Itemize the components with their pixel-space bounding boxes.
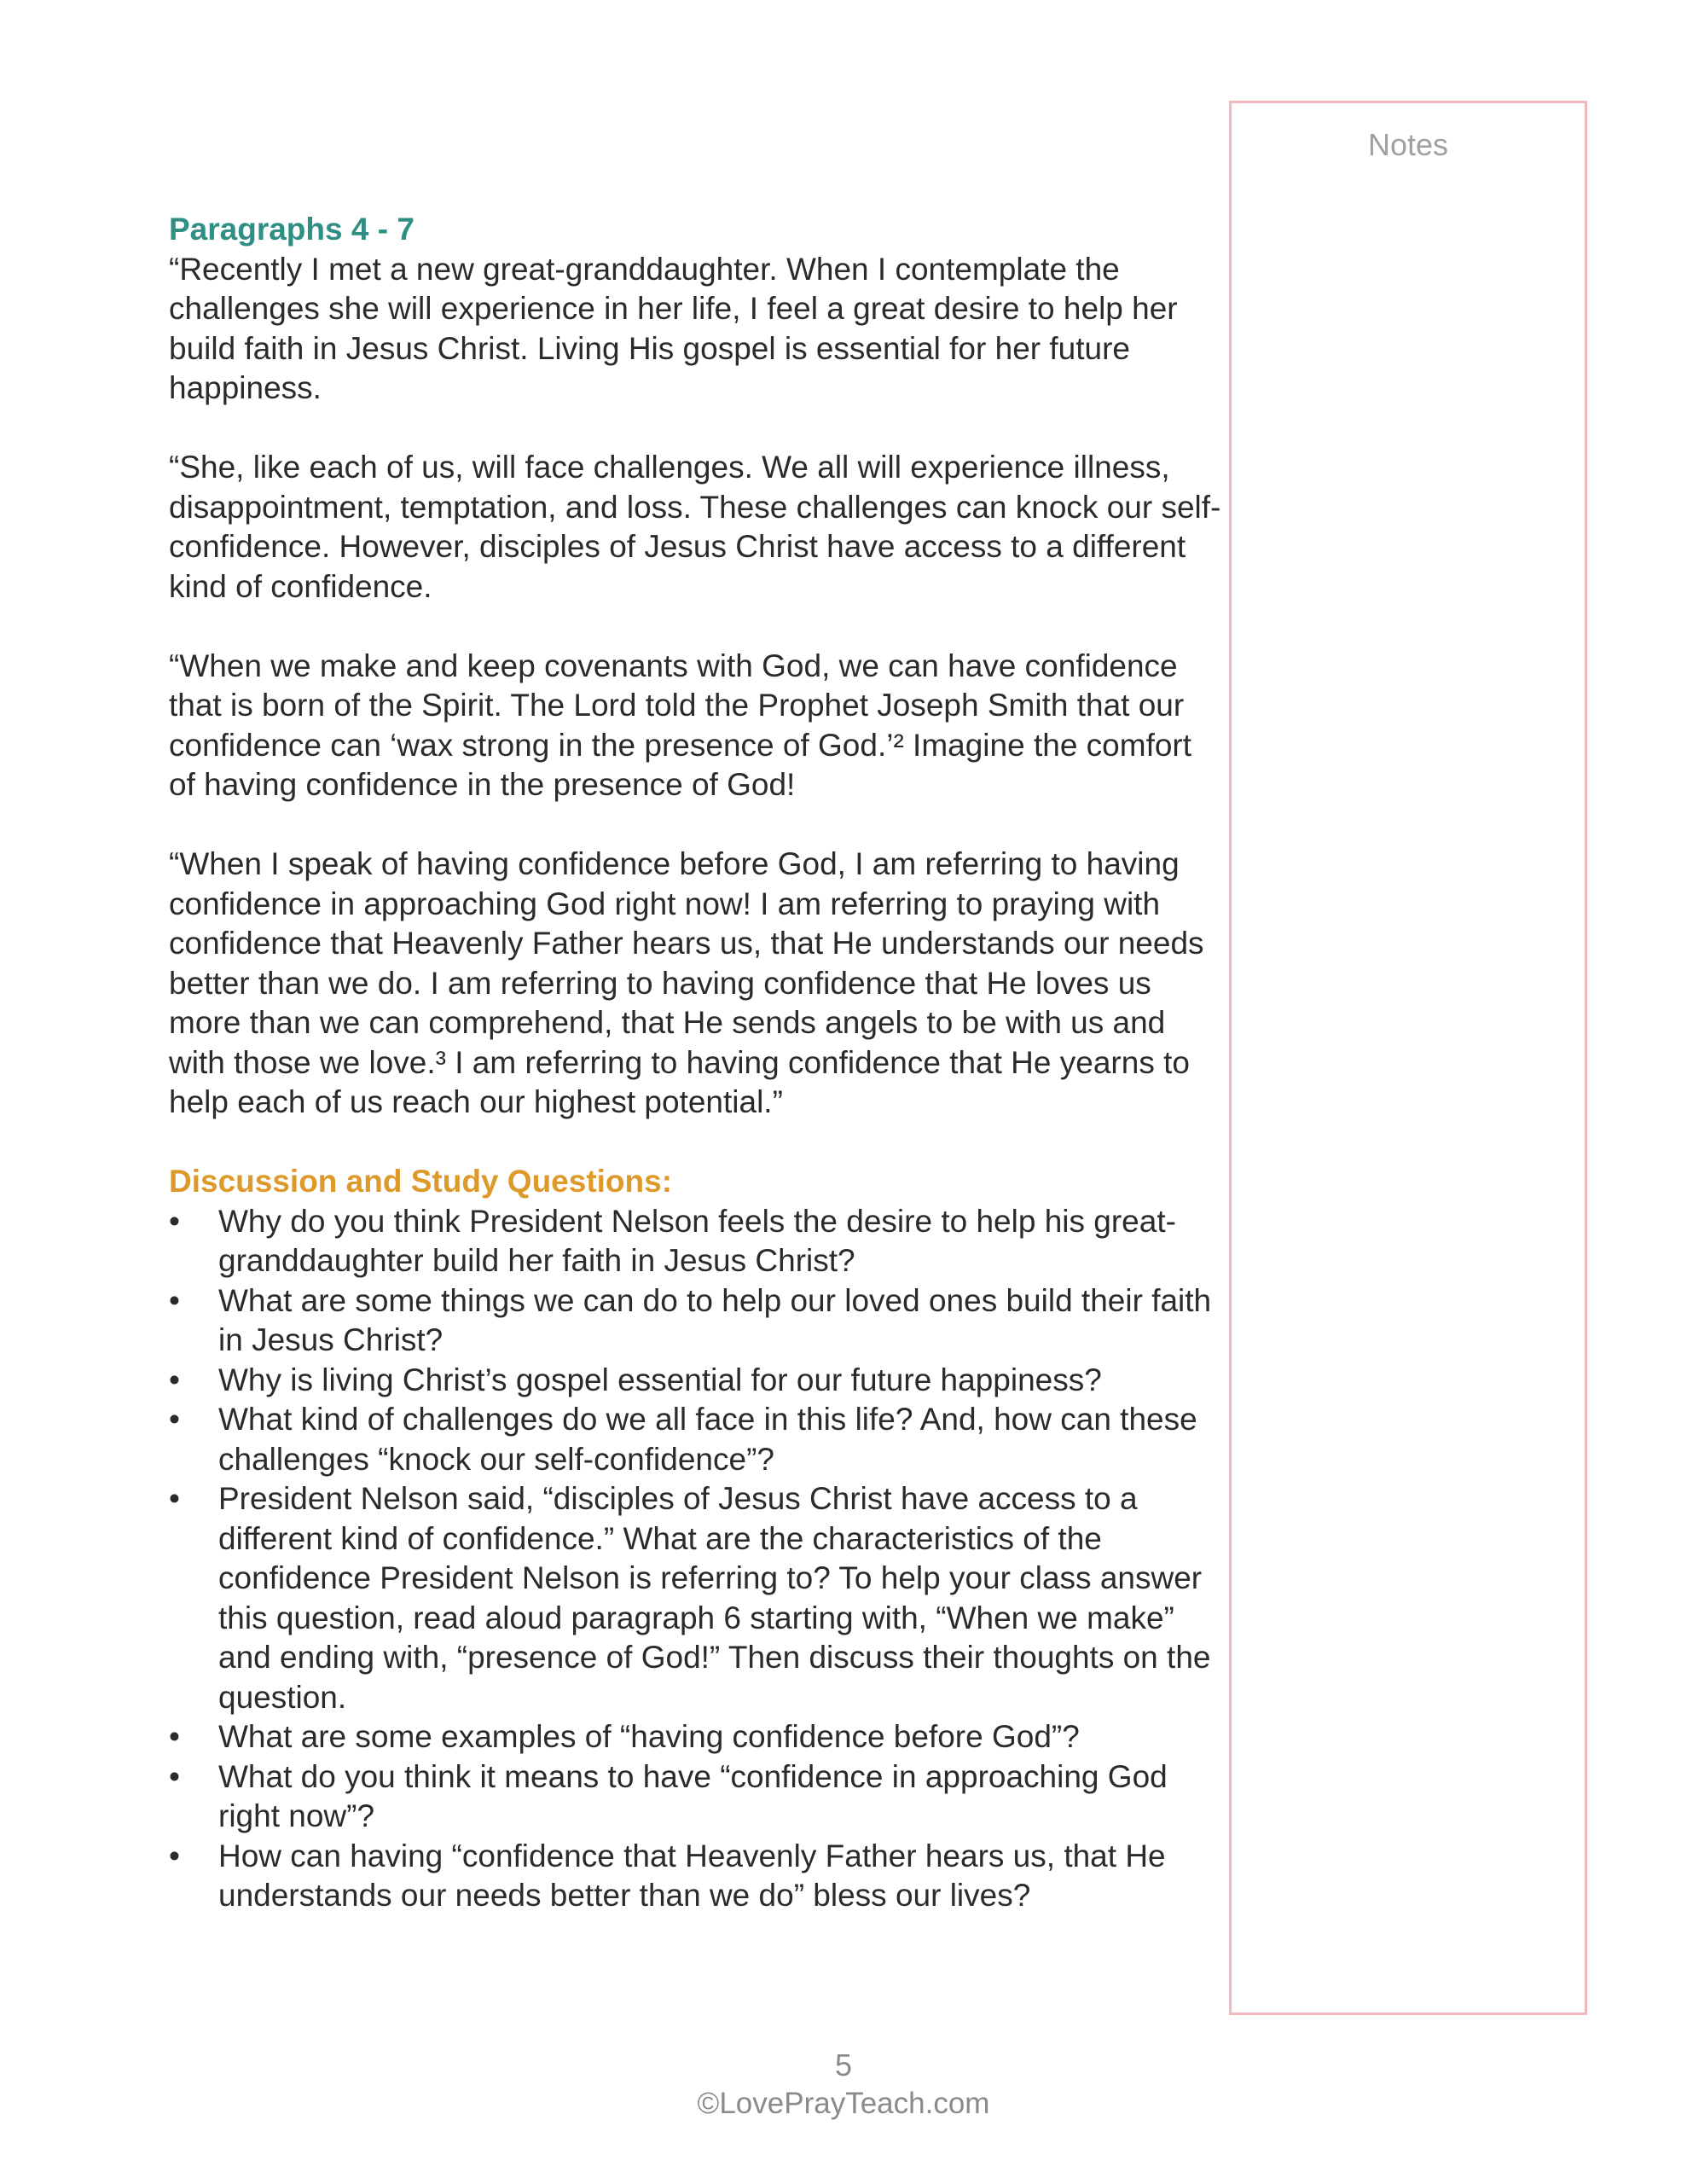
notes-label: Notes <box>1367 127 1449 162</box>
bullet-icon: • <box>169 1481 180 1516</box>
paragraph-4: “Recently I met a new great-granddaughter. When I contemplate the challenges she will experience in her life, I feel a great desire to help her build faith in Jesus Christ. Living His gospel is essential for her future happiness. <box>169 251 1178 405</box>
bullet-icon: • <box>169 1758 180 1794</box>
question-item <box>169 1717 1226 1757</box>
discussion-title: Discussion and Study Questions: <box>169 1164 673 1199</box>
main-content <box>169 210 1226 1916</box>
page-number: 5 <box>834 2048 853 2082</box>
question-text: What are some things we can do to help our loved ones build their faith in Jesus Christ? <box>218 1282 1212 1357</box>
question-item <box>169 1400 1226 1479</box>
question-text: What kind of challenges do we all face in this life? And, how can these challenges “knock our self-confidence”? <box>218 1402 1197 1477</box>
question-text: Why do you think President Nelson feels the desire to help his great-granddaughter build her faith in Jesus Christ? <box>218 1203 1176 1278</box>
question-item <box>169 1757 1226 1837</box>
question-item <box>169 1837 1226 1916</box>
bullet-icon: • <box>169 1282 180 1318</box>
section-title: Paragraphs 4 - 7 <box>169 212 415 247</box>
bullet-icon: • <box>169 1719 180 1754</box>
paragraph-7: “When I speak of having confidence before God, I am referring to having confidence in approaching God right now! I am referring to praying with confidence that Heavenly Father hears us, that He understands our needs better than we do. I am referring to having confidence that He loves us more than we can comprehend, that He sends angels to be with us and with those we love.³ I am referring to having confidence that He yearns to help each of us reach our highest potential.” <box>169 846 1204 1119</box>
paragraph-5: “She, like each of us, will face challenges. We all will experience illness, disappointment, temptation, and loss. These challenges can knock our self-confidence. However, disciples of Jesus Christ have access to a different kind of confidence. <box>169 450 1221 604</box>
question-text: How can having “confidence that Heavenly Father hears us, that He understands our needs better than we do” bless our lives? <box>218 1838 1166 1913</box>
notes-box <box>1229 101 1587 2015</box>
bullet-icon: • <box>169 1362 180 1397</box>
question-text: What do you think it means to have “confidence in approaching God right now”? <box>218 1758 1168 1833</box>
question-text: Why is living Christ’s gospel essential for our future happiness? <box>218 1362 1102 1397</box>
question-text: What are some examples of “having confidence before God”? <box>218 1719 1080 1754</box>
question-item <box>169 1202 1226 1281</box>
question-item <box>169 1281 1226 1361</box>
copyright-footer: ©LovePrayTeach.com <box>697 2087 990 2120</box>
bullet-icon: • <box>169 1402 180 1437</box>
question-item <box>169 1361 1226 1401</box>
bullet-icon: • <box>169 1838 180 1873</box>
question-list <box>169 1202 1226 1916</box>
question-item <box>169 1479 1226 1717</box>
paragraph-6: “When we make and keep covenants with God, we can have confidence that is born of the Spirit. The Lord told the Prophet Joseph Smith that our confidence can ‘wax strong in the presence of God.’² Imagine the comfort of having confidence in the presence of God! <box>169 648 1192 802</box>
question-text: President Nelson said, “disciples of Jesus Christ have access to a different kind of confidence.” What are the characteristics of the confidence President Nelson is referring to? To help your class answer this question, read aloud paragraph 6 starting with, “When we make” and ending with, “presence of God!” Then discuss their thoughts on the question. <box>218 1481 1211 1715</box>
bullet-icon: • <box>169 1203 180 1239</box>
